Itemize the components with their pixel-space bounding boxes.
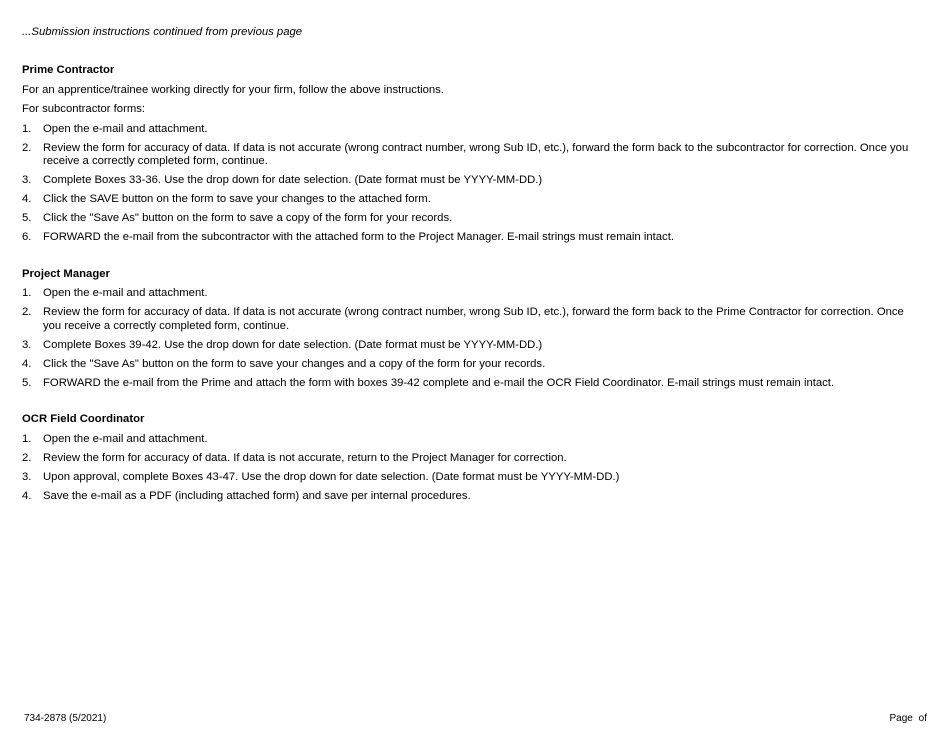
- prime-contractor-title: Prime Contractor: [22, 64, 115, 76]
- prime-contractor-intro: For an apprentice/trainee working directly for your firm, follow the above instructions.: [22, 83, 444, 96]
- page-label: Page: [889, 713, 913, 724]
- ocr-field-coordinator-steps: [22, 433, 922, 504]
- step-number: 2.: [22, 141, 32, 154]
- step-number: 1.: [22, 122, 32, 135]
- step-text: Open the e-mail and attachment.: [43, 122, 208, 135]
- project-manager-section: [22, 268, 922, 391]
- ocr-field-coordinator-title: OCR Field Coordinator: [22, 413, 145, 425]
- prime-contractor-steps: [22, 123, 922, 245]
- step-number: 4.: [22, 489, 32, 502]
- step-text: Review the form for accuracy of data. If data is not accurate, return to the Project Manager for correction.: [43, 451, 567, 464]
- step-number: 5.: [22, 212, 32, 224]
- step-number: 2.: [22, 306, 32, 318]
- form-number: 734-2878 (5/2021): [24, 713, 107, 724]
- list-item: [22, 142, 922, 169]
- prime-contractor-sub-intro: For subcontractor forms:: [22, 103, 146, 115]
- step-number: 6.: [22, 231, 32, 243]
- step-number: 1.: [22, 432, 32, 445]
- step-text: Click the SAVE button on the form to save your changes to the attached form.: [43, 193, 431, 205]
- step-text: Upon approval, complete Boxes 43-47. Use the drop down for date selection. (Date format must be YYYY-MM-DD.): [43, 470, 620, 483]
- step-text: FORWARD the e-mail from the Prime and attach the form with boxes 39-42 complete and e-mail the OCR Field Coordinator. E-mail strings must remain intact.: [43, 376, 835, 389]
- step-text: Review the form for accuracy of data. If data is not accurate (wrong contract number, wrong Sub ID, etc.), forward the form back to the Prime Contractor for correction. Once you receive a correctly completed form, continue.: [43, 306, 904, 332]
- step-number: 1.: [22, 287, 32, 299]
- list-item: [22, 306, 922, 333]
- page-indicator: [890, 712, 927, 726]
- step-number: 5.: [22, 376, 32, 389]
- list-item: [22, 174, 922, 188]
- list-item: [22, 339, 922, 353]
- document-page: [22, 26, 922, 526]
- step-text: Open the e-mail and attachment.: [43, 432, 208, 445]
- step-text: Complete Boxes 39-42. Use the drop down for date selection. (Date format must be YYYY-MM-DD.): [43, 338, 543, 351]
- step-text: Review the form for accuracy of data. If data is not accurate (wrong contract number, wrong Sub ID, etc.), forward the form back to the subcontractor for correction. Once you receive a correctly completed form, continue.: [43, 141, 909, 167]
- continued-note: ...Submission instructions continued from previous page: [22, 26, 303, 38]
- list-item: [22, 193, 922, 207]
- project-manager-steps: [22, 287, 922, 390]
- step-text: Save the e-mail as a PDF (including attached form) and save per internal procedures.: [43, 489, 471, 502]
- prime-contractor-section: [22, 64, 922, 245]
- ocr-field-coordinator-section: [22, 413, 922, 503]
- list-item: [22, 433, 922, 447]
- of-label: of: [918, 713, 927, 724]
- step-number: 4.: [22, 193, 32, 205]
- step-number: 3.: [22, 338, 32, 351]
- list-item: [22, 287, 922, 301]
- list-item: [22, 358, 922, 372]
- step-number: 3.: [22, 470, 32, 483]
- list-item: [22, 490, 922, 504]
- list-item: [22, 212, 922, 226]
- list-item: [22, 377, 922, 391]
- project-manager-title: Project Manager: [22, 267, 110, 280]
- list-item: [22, 471, 922, 485]
- step-text: Complete Boxes 33-36. Use the drop down for date selection. (Date format must be YYYY-MM-DD.): [43, 174, 543, 186]
- step-text: Open the e-mail and attachment.: [43, 287, 208, 299]
- step-text: Click the "Save As" button on the form to save a copy of the form for your records.: [43, 212, 453, 224]
- step-number: 2.: [22, 451, 32, 464]
- step-number: 3.: [22, 174, 32, 186]
- step-text: Click the "Save As" button on the form to save your changes and a copy of the form for your records.: [43, 357, 546, 370]
- step-text: FORWARD the e-mail from the subcontractor with the attached form to the Project Manager. E-mail strings must remain intact.: [43, 231, 674, 243]
- list-item: [22, 231, 922, 245]
- list-item: [22, 452, 922, 466]
- list-item: [22, 123, 922, 137]
- step-number: 4.: [22, 357, 32, 370]
